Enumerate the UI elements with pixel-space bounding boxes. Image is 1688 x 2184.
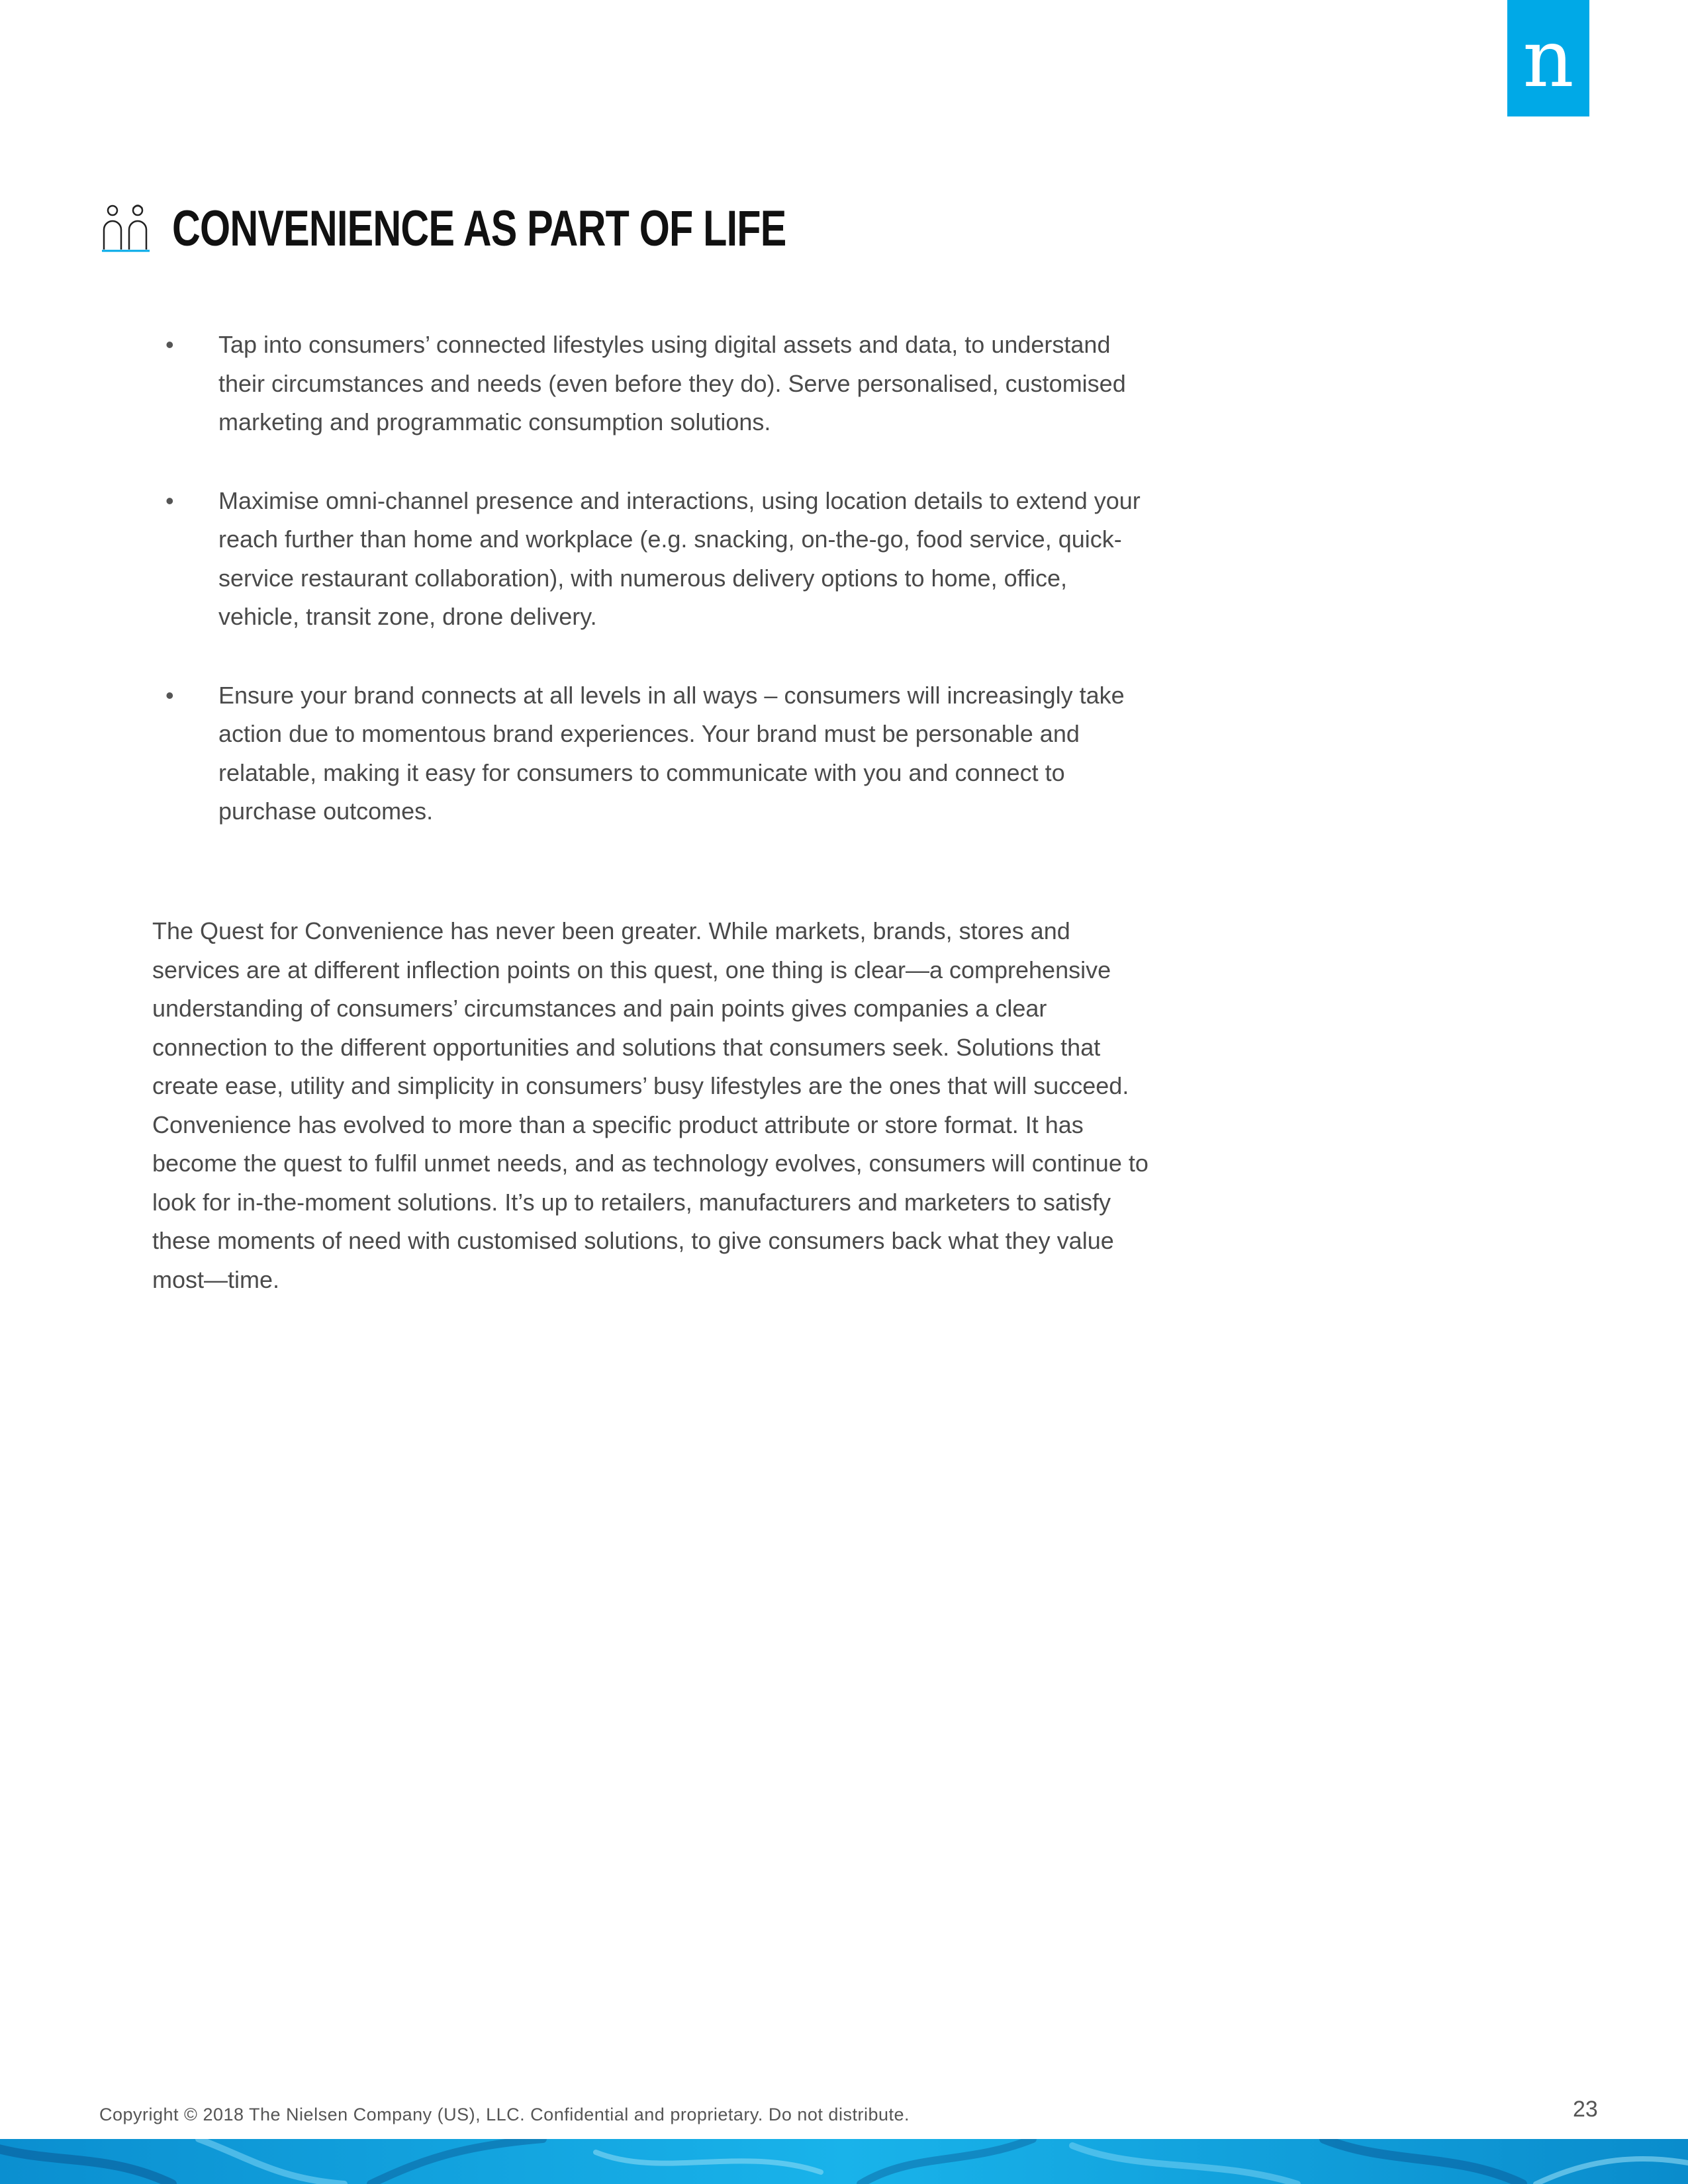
page-title: CONVENIENCE AS PART OF LIFE bbox=[172, 200, 786, 257]
bullet-text: Tap into consumers’ connected lifestyles using digital assets and data, to understand their circumstances and needs (even before they do). Serve personalised, customised marketing and programmatic consumption solutions. bbox=[218, 331, 1126, 435]
bullet-list bbox=[165, 326, 1152, 871]
bullet-text: Maximise omni-channel presence and interactions, using location details to extend your reach further than home and workplace (e.g. snacking, on-the-go, food service, quick-service restaurant collaboration), with numerous delivery options to home, office, vehicle, transit zone, drone delivery. bbox=[218, 486, 1141, 630]
bullet-item bbox=[165, 482, 1152, 637]
bullet-text: Ensure your brand connects at all levels in all ways – consumers will increasingly take action due to momentous brand experiences. Your brand must be personable and relatable, making it easy for consumers to communicate with you and connect to purchase outcomes. bbox=[218, 681, 1125, 825]
logo-letter: n bbox=[1523, 13, 1574, 105]
bullet-marker: • bbox=[165, 681, 174, 709]
bullet-marker: • bbox=[165, 331, 174, 358]
body-paragraph: The Quest for Convenience has never been greater. While markets, brands, stores and services are at different inflection points on this quest, one thing is clear—a comprehensive understanding of consumers’ circumstances and pain points gives companies a clear connection to the different opportunities and solutions that consumers seek. Solutions that create ease, utility and simplicity in consumers’ busy lifestyles are the ones that will succeed. Convenience has evolved to more than a specific product attribute or store format. It has become the quest to fulfil unmet needs, and as technology evolves, consumers will continue to look for in-the-moment solutions. It’s up to retailers, manufacturers and marketers to satisfy these moments of need with customised solutions, to give consumers back what they value most—time. bbox=[152, 917, 1149, 1293]
bullet-item bbox=[165, 676, 1152, 831]
footer-wave-band bbox=[0, 2139, 1688, 2184]
copyright-notice: Copyright © 2018 The Nielsen Company (US), LLC. Confidential and proprietary. Do not distribute. bbox=[99, 2105, 910, 2124]
section-heading bbox=[99, 199, 959, 258]
bullet-marker: • bbox=[165, 486, 174, 514]
bullet-item bbox=[165, 326, 1152, 442]
two-people-icon bbox=[99, 202, 152, 255]
page-number: 23 bbox=[1573, 2097, 1598, 2122]
nielsen-logo bbox=[1507, 0, 1589, 116]
